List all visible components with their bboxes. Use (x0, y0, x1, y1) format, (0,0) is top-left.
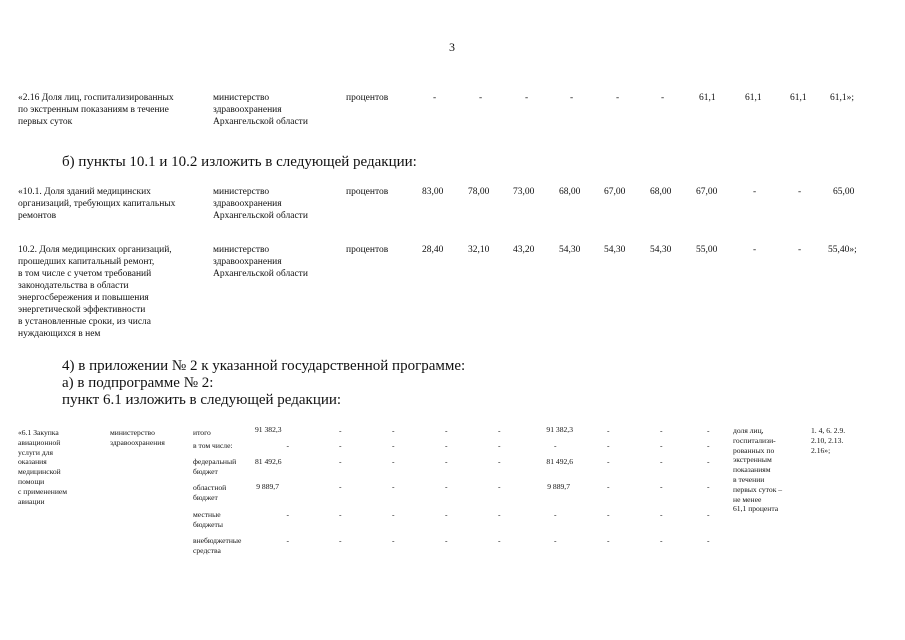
source-cell: - (445, 510, 448, 519)
source-cell: - (392, 510, 395, 519)
row-2-16-unit: процентов (346, 93, 389, 103)
row-2-16-ministry: министерство здравоохранения Архангельской области (213, 93, 308, 127)
source-cell: - (660, 482, 663, 491)
source-cell: - (339, 441, 342, 450)
source-cell: 81 492,6 (546, 457, 573, 466)
row-10-1-value: 73,00 (513, 187, 535, 197)
source-cell: - (660, 457, 663, 466)
source-total: - (286, 441, 289, 450)
row-10-1-value: 78,00 (468, 187, 490, 197)
source-cell: - (554, 536, 557, 545)
page-number: 3 (449, 40, 455, 54)
row-10-2-value: - (798, 245, 802, 255)
row-2-16-value: - (661, 93, 665, 103)
source-cell: - (607, 536, 610, 545)
source-cell: 9 889,7 (547, 482, 570, 491)
source-total: 91 382,3 (255, 425, 282, 434)
row-10-2-value: 54,30 (650, 245, 672, 255)
row-2-16-value: - (433, 93, 437, 103)
source-label: местные бюджеты (193, 510, 223, 529)
source-cell: - (660, 426, 663, 435)
source-cell: - (339, 510, 342, 519)
source-cell: - (339, 482, 342, 491)
source-cell: - (607, 457, 610, 466)
source-total: - (286, 510, 289, 519)
row-10-2-value: 28,40 (422, 245, 444, 255)
row-10-1-value: 68,00 (650, 187, 672, 197)
heading-4: 4) в приложении № 2 к указанной государственной программе: (62, 358, 466, 374)
row-10-2-value: 55,00 (696, 245, 718, 255)
row-10-1-value: - (798, 187, 802, 197)
source-total: 9 889,7 (256, 482, 279, 491)
source-cell: - (392, 536, 395, 545)
row-10-1-value: 67,00 (696, 187, 718, 197)
source-cell: - (445, 536, 448, 545)
source-cell: - (554, 441, 557, 450)
source-cell: - (707, 441, 710, 450)
row-10-1-value: 65,00 (833, 187, 855, 197)
row-10-2-name: 10.2. Доля медицинских организаций, прошедших капитальный ремонт, в том числе с учетом требований законодательства в области энергосбережения и повышения энергетической эффективности в установленные сроки, из числа нуждающихся в нем (18, 245, 172, 339)
heading-b: б) пункты 10.1 и 10.2 изложить в следующей редакции: (62, 154, 417, 170)
item-6-1-ministry: министерство здравоохранения (110, 428, 165, 447)
source-label: в том числе: (193, 441, 233, 450)
source-cell: 91 382,3 (546, 425, 573, 434)
row-10-1-value: 67,00 (604, 187, 626, 197)
source-cell: - (498, 482, 501, 491)
row-2-16-value: - (525, 93, 529, 103)
source-cell: - (339, 426, 342, 435)
row-10-1-value: - (753, 187, 757, 197)
source-cell: - (445, 426, 448, 435)
source-cell: - (607, 426, 610, 435)
source-cell: - (445, 482, 448, 491)
row-10-1-unit: процентов (346, 187, 389, 197)
source-cell: - (498, 441, 501, 450)
source-cell: - (707, 426, 710, 435)
row-10-2-value: - (753, 245, 757, 255)
row-2-16-value: 61,1»; (830, 93, 855, 103)
heading-paragraph: пункт 6.1 изложить в следующей редакции: (62, 392, 342, 408)
row-2-16-value: 61,1 (699, 93, 716, 103)
source-cell: - (554, 510, 557, 519)
source-cell: - (707, 536, 710, 545)
source-total: 81 492,6 (255, 457, 282, 466)
source-cell: - (339, 536, 342, 545)
source-cell: - (445, 457, 448, 466)
source-cell: - (707, 510, 710, 519)
source-cell: - (392, 426, 395, 435)
row-10-1-ministry: министерство здравоохранения Архангельской области (213, 187, 308, 221)
source-cell: - (445, 441, 448, 450)
row-10-2-value: 43,20 (513, 245, 535, 255)
source-cell: - (392, 441, 395, 450)
source-cell: - (607, 510, 610, 519)
row-2-16-value: 61,1 (745, 93, 762, 103)
row-10-2-ministry: министерство здравоохранения Архангельской области (213, 245, 308, 279)
heading-a: а) в подпрограмме № 2: (62, 375, 214, 391)
source-cell: - (707, 482, 710, 491)
item-6-1-refs: 1. 4, 6. 2.9. 2.10, 2.13. 2.16»; (811, 426, 846, 455)
row-10-2-unit: процентов (346, 245, 389, 255)
source-label: внебюджетные средства (193, 536, 242, 555)
row-10-2-value: 54,30 (604, 245, 626, 255)
row-2-16-value: - (616, 93, 620, 103)
row-2-16-value: - (479, 93, 483, 103)
source-cell: - (607, 482, 610, 491)
source-cell: - (498, 510, 501, 519)
row-10-2-value: 55,40»; (828, 245, 857, 255)
source-label: итого (193, 428, 211, 437)
source-cell: - (392, 457, 395, 466)
row-2-16-value: 61,1 (790, 93, 807, 103)
row-2-16-name: «2.16 Доля лиц, госпитализированных по экстренным показаниям в течение первых суток (18, 93, 174, 127)
source-cell: - (607, 441, 610, 450)
source-cell: - (498, 536, 501, 545)
row-10-2-value: 32,10 (468, 245, 490, 255)
item-6-1-indicator: доля лиц, госпитализи- рованных по экстренным показаниям в течении первых суток – не менее 61,1 процента (733, 426, 783, 514)
source-cell: - (498, 457, 501, 466)
source-label: областной бюджет (193, 483, 227, 502)
row-10-1-value: 83,00 (422, 187, 444, 197)
source-cell: - (660, 536, 663, 545)
source-cell: - (339, 457, 342, 466)
source-label: федеральный бюджет (193, 457, 237, 476)
source-cell: - (707, 457, 710, 466)
item-6-1-name: «6.1 Закупка авиационной услуги для оказания медицинской помощи с применением авиации (18, 428, 68, 506)
source-cell: - (660, 441, 663, 450)
row-10-1-name: «10.1. Доля зданий медицинских организаций, требующих капитальных ремонтов (18, 187, 176, 221)
row-10-2-value: 54,30 (559, 245, 581, 255)
source-total: - (286, 536, 289, 545)
row-2-16-value: - (570, 93, 574, 103)
source-cell: - (660, 510, 663, 519)
source-cell: - (498, 426, 501, 435)
row-10-1-value: 68,00 (559, 187, 581, 197)
source-cell: - (392, 482, 395, 491)
